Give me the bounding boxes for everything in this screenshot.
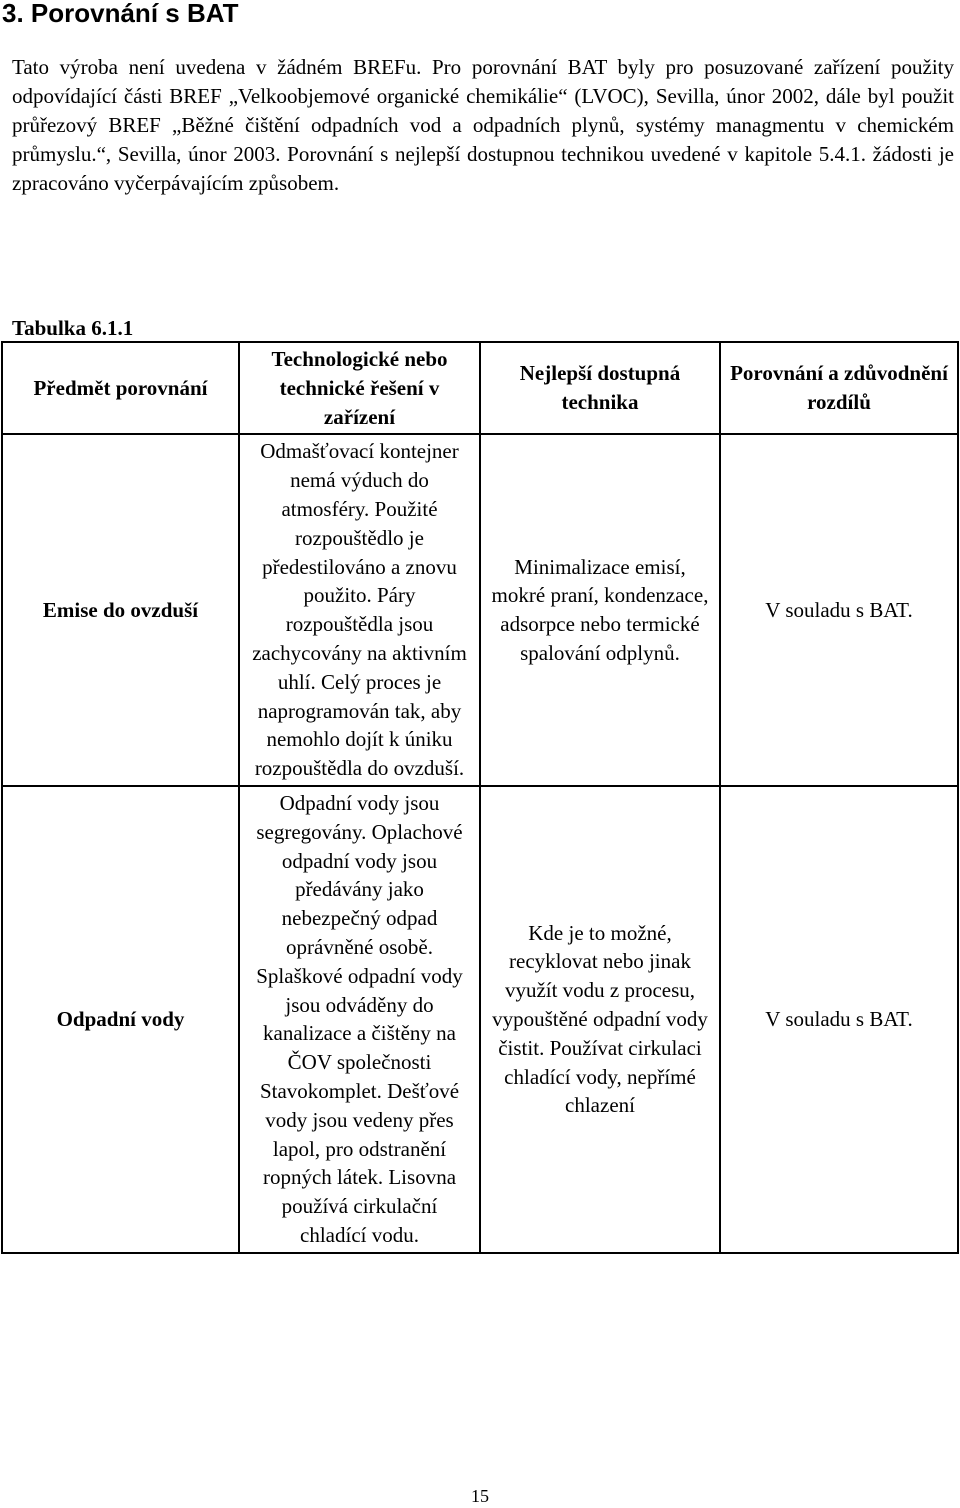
bat-comparison-table <box>1 341 959 1254</box>
section-heading: 3. Porovnání s BAT <box>2 0 239 28</box>
row-best-available-technique: Kde je to možné, recyklovat nebo jinak využít vodu z procesu, vypouštěné odpadní vody čistit. Používat cirkulaci chladící vody, nepřímé chlazení <box>480 786 720 1253</box>
table-header-row <box>2 342 958 434</box>
table-caption: Tabulka 6.1.1 <box>12 316 134 340</box>
table-row <box>2 786 958 1253</box>
row-subject: Emise do ovzduší <box>2 434 239 786</box>
row-comparison: V souladu s BAT. <box>720 786 958 1253</box>
row-solution: Odpadní vody jsou segregovány. Oplachové odpadní vody jsou předávány jako nebezpečný odpad oprávněné osobě. Splaškové odpadní vody jsou odváděny do kanalizace a čištěny na ČOV společnosti Stavokomplet. Dešťové vody jsou vedeny přes lapol, pro odstranění ropných látek. Lisovna používá cirkulační chladící vodu. <box>239 786 480 1253</box>
page-number: 15 <box>471 1486 489 1506</box>
header-solution: Technologické nebo technické řešení v zařízení <box>239 342 480 434</box>
row-solution: Odmašťovací kontejner nemá výduch do atmosféry. Použité rozpouštědlo je předestilováno a znovu použito. Páry rozpouštědla jsou zachycovány na aktivním uhlí. Celý proces je naprogramován tak, aby nemohlo dojít k úniku rozpouštědla do ovzduší. <box>239 434 480 786</box>
row-best-available-technique: Minimalizace emisí, mokré praní, kondenzace, adsorpce nebo termické spalování odplynů. <box>480 434 720 786</box>
header-subject: Předmět porovnání <box>2 342 239 434</box>
row-subject: Odpadní vody <box>2 786 239 1253</box>
intro-paragraph: Tato výroba není uvedena v žádném BREFu. Pro porovnání BAT byly pro posuzované zařízení použity odpovídající části BREF „Velkoobjemové organické chemikálie“ (LVOC), Sevilla, únor 2002, dále byl použit průřezový BREF „Běžné čištění odpadních vod a odpadních plynů, systémy managmentu v chemickém průmyslu.“, Sevilla, únor 2003. Porovnání s nejlepší dostupnou technikou uvedené v kapitole 5.4.1. žádosti je zpracováno vyčerpávajícím způsobem. <box>12 55 954 195</box>
row-comparison: V souladu s BAT. <box>720 434 958 786</box>
table-row <box>2 434 958 786</box>
header-best-available-technique: Nejlepší dostupná technika <box>480 342 720 434</box>
header-comparison: Porovnání a zdůvodnění rozdílů <box>720 342 958 434</box>
